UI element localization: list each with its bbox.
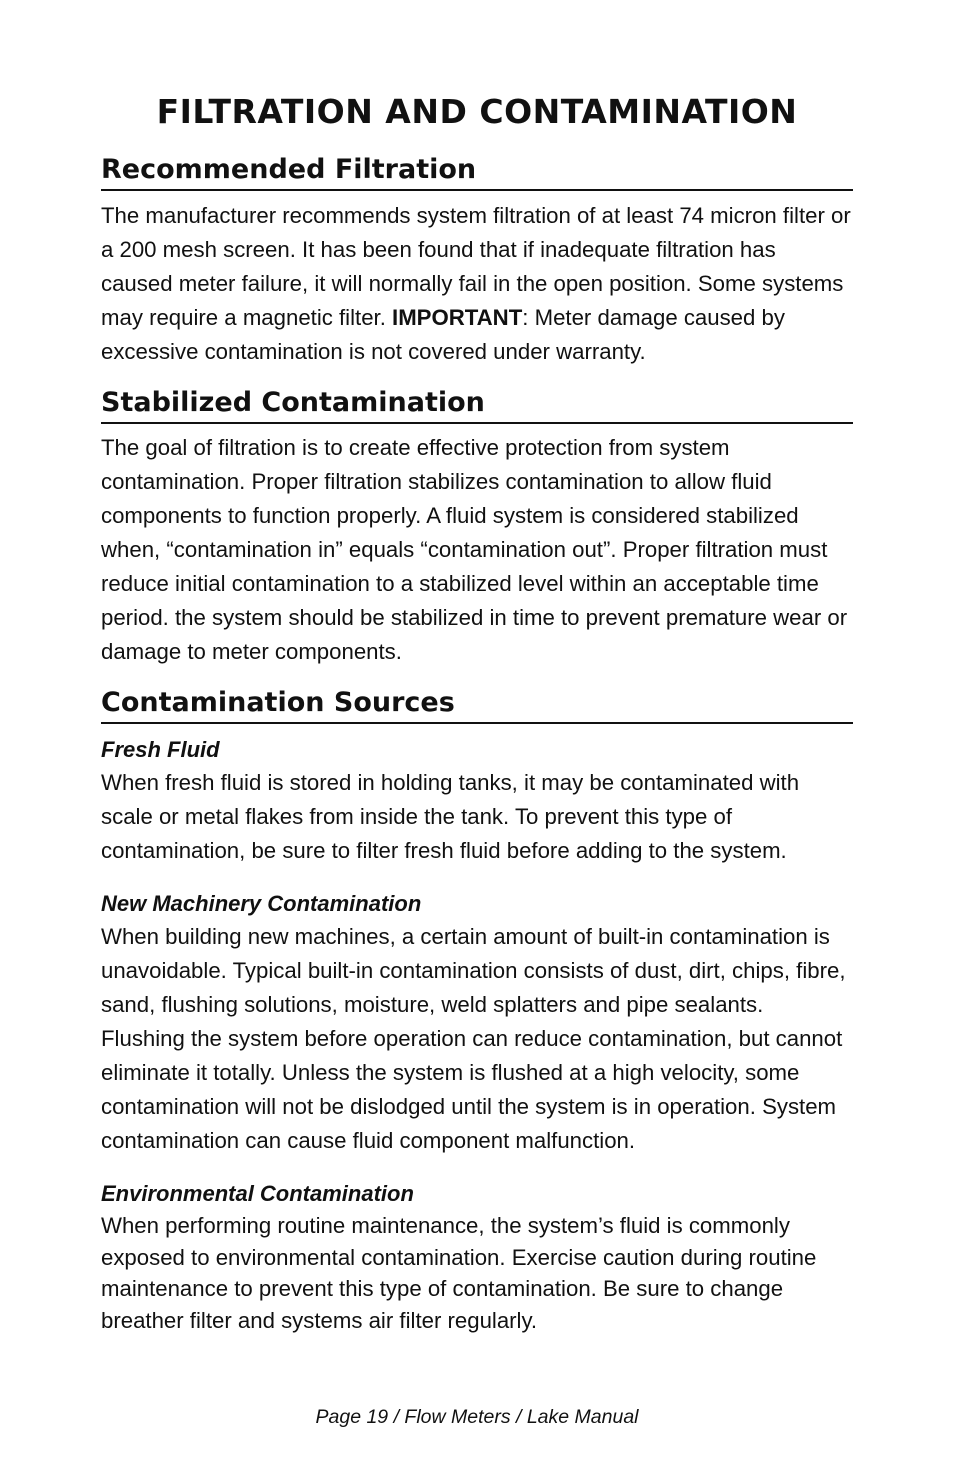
section-stabilized-contamination <box>101 386 853 669</box>
fresh-fluid-paragraph: When fresh fluid is stored in holding tanks, it may be contaminated with scale or metal flakes from inside the tank. To prevent this type of contamination, be sure to filter fresh fluid before adding to the system. <box>101 770 800 863</box>
recommended-filtration-paragraph <box>101 199 853 369</box>
section-heading: Stabilized Contamination <box>101 386 853 424</box>
environmental-paragraph: When performing routine maintenance, the system’s fluid is commonly exposed to environmental contamination. Exercise caution during routine maintenance to prevent this type of contamination. Be sure to change breather filter and systems air filter regularly. <box>101 1213 817 1333</box>
paragraph-text: : Meter damage caused by excessive contamination is not covered under warranty. <box>101 305 785 364</box>
paragraph-text: The manufacturer recommends system filtration of at least 74 micron filter or a 200 mesh screen. It has been found that if inadequate filtration has caused meter failure, it will normally fail in the open position. Some systems may require a magnetic filter. <box>101 203 851 330</box>
new-machinery-paragraph: When building new machines, a certain amount of built-in contamination is unavoidable. Typical built-in contamination consists of dust, dirt, chips, fibre, sand, flushing solutions, moisture, weld splatters and pipe sealants. Flushing the system before operation can reduce contamination, but cannot eliminate it totally. Unless the system is flushed at a high velocity, some contamination will not be dislodged until the system is in operation. System contamination can cause fluid component malfunction. <box>101 924 846 1153</box>
section-contamination-sources <box>101 686 853 1336</box>
section-heading: Contamination Sources <box>101 686 853 724</box>
page-footer: Page 19 / Flow Meters / Lake Manual <box>315 1406 639 1428</box>
stabilized-contamination-paragraph: The goal of filtration is to create effective protection from system contamination. Proper filtration stabilizes contamination to allow fluid components to function properly. A fluid system is considered stabilized when, “contamination in” equals “contamination out”. Proper filtration must reduce initial contamination to a stabilized level within an acceptable time period. the system should be stabilized in time to prevent premature wear or damage to meter components. <box>101 435 848 664</box>
section-heading: Recommended Filtration <box>101 153 853 191</box>
important-label: IMPORTANT <box>392 305 523 330</box>
section-recommended-filtration <box>101 153 853 369</box>
fresh-fluid-heading: Fresh Fluid <box>101 737 220 762</box>
environmental-heading: Environmental Contamination <box>101 1181 414 1206</box>
new-machinery-heading: New Machinery Contamination <box>101 891 422 916</box>
page-title: FILTRATION AND CONTAMINATION <box>156 92 798 131</box>
